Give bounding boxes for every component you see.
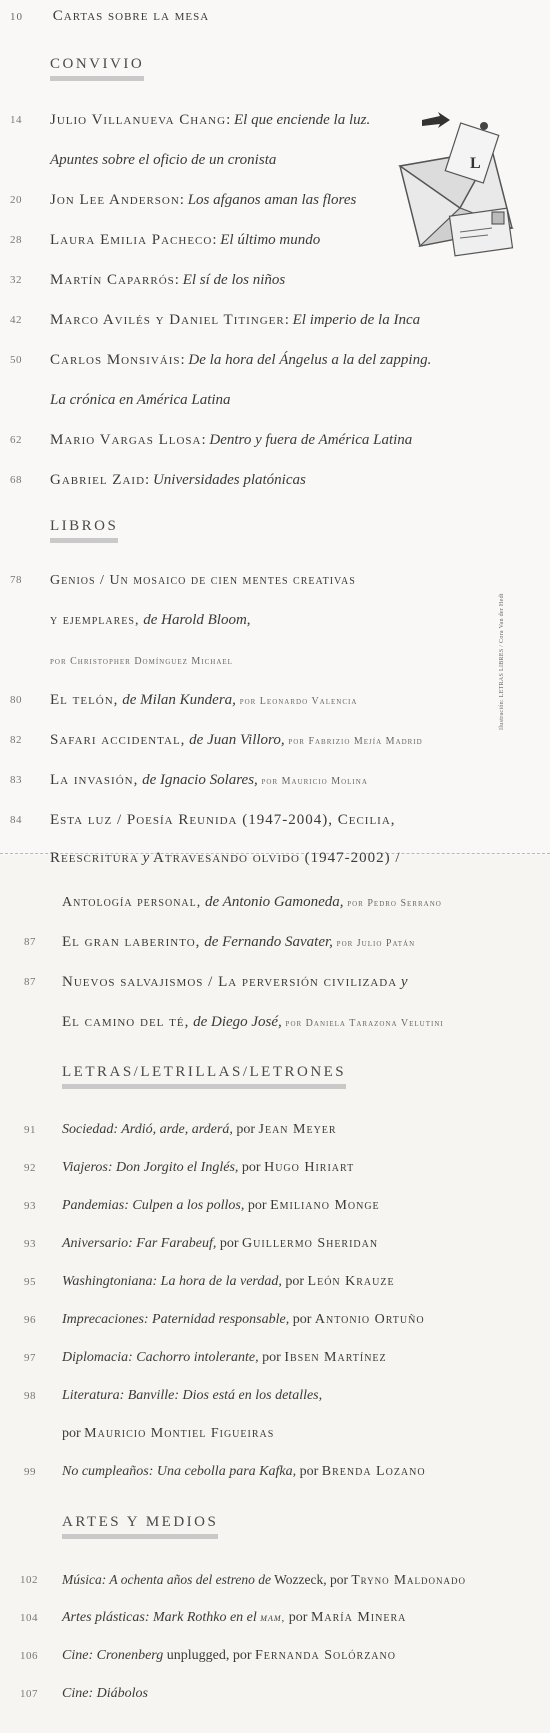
toc-entry[interactable] — [10, 800, 396, 840]
entry-author: Mauricio Montiel Figueiras — [84, 1426, 275, 1441]
entry-page: 42 — [10, 314, 22, 326]
entry-title: Los afganos aman las flores — [187, 192, 357, 208]
entry-page: 104 — [20, 1612, 38, 1624]
entry-page: 91 — [24, 1124, 36, 1136]
toc-entry[interactable]: 32 Martín Caparrós: El sí de los niños — [50, 260, 285, 300]
entry-title: Antología personal, — [62, 895, 202, 910]
entry-page: 87 — [24, 976, 36, 988]
section-libros: LIBROS — [50, 518, 118, 543]
toc-entry[interactable]: 14 Julio Villanueva Chang: El que enciende la luz. — [50, 100, 370, 140]
toc-entry-continuation — [62, 1414, 274, 1454]
toc-entry[interactable] — [10, 760, 368, 802]
entry-page: 62 — [10, 434, 22, 446]
toc-entry-continuation — [50, 600, 251, 641]
toc-entry[interactable] — [24, 1338, 387, 1378]
entry-book-author: de Juan Villoro, — [189, 732, 285, 748]
toc-entry[interactable] — [20, 1636, 396, 1676]
entry-title: El que enciende la luz. — [234, 112, 371, 128]
entry-work: unplugged, — [166, 1648, 230, 1663]
entry-book-author: de Milan Kundera, — [122, 692, 236, 708]
entry-title: El camino del té, — [62, 1014, 190, 1030]
entry-page: 87 — [24, 936, 36, 948]
toc-entry[interactable]: 62 Mario Vargas Llosa: Dentro y fuera de América Latina — [50, 420, 412, 460]
toc-entry[interactable] — [20, 1598, 407, 1638]
toc-entry[interactable] — [24, 922, 416, 964]
section-letras: LETRAS/LETRILLAS/LETRONES — [62, 1064, 346, 1089]
entry-page: 78 — [10, 574, 22, 586]
entry-page: 102 — [20, 1574, 38, 1586]
entry-author: Carlos Monsiváis — [50, 352, 181, 368]
toc-entry[interactable] — [24, 1110, 337, 1150]
toc-entry[interactable]: 28 Laura Emilia Pacheco: El último mundo — [50, 220, 320, 260]
entry-connector: y — [400, 974, 408, 990]
entry-title: Genios / Un mosaico de cien mentes creativas — [50, 573, 356, 588]
entry-title: El gran laberinto, — [62, 934, 201, 950]
entry-por: por — [241, 1160, 261, 1175]
toc-entry-continuation — [50, 838, 401, 878]
entry-page: 20 — [10, 194, 22, 206]
entry-title: Atravesando olvido (1947-2002) / — [153, 850, 401, 866]
entry-title: Diplomacia: Cachorro intolerante, — [62, 1350, 259, 1365]
entry-author: Laura Emilia Pacheco — [50, 232, 213, 248]
entry-book-author: de Harold Bloom, — [143, 612, 251, 628]
entry-title: Universidades platónicas — [152, 472, 306, 488]
entry-page: 93 — [24, 1200, 36, 1212]
entry-por: por — [262, 1350, 281, 1365]
entry-author: Jean Meyer — [258, 1122, 337, 1137]
entry-author: Martín Caparrós — [50, 272, 175, 288]
entry-page: 96 — [24, 1314, 36, 1326]
page-header — [10, 8, 209, 25]
entry-author: Marco Avilés y Daniel Titinger — [50, 312, 285, 328]
toc-entry[interactable] — [24, 1148, 355, 1188]
entry-reviewer: por Mauricio Molina — [261, 776, 368, 787]
entry-book-author: de Antonio Gamoneda, — [205, 894, 344, 910]
toc-entry[interactable] — [10, 680, 358, 722]
entry-page: 99 — [24, 1466, 36, 1478]
entry-title: Esta luz / Poesía Reunida (1947-2004), Cecilia, — [50, 812, 396, 828]
toc-entry[interactable]: 68 Gabriel Zaid: Universidades platónicas — [50, 460, 306, 500]
toc-entry[interactable]: 50 Carlos Monsiváis: De la hora del Ángelus a la del zapping. — [50, 340, 431, 380]
toc-entry[interactable] — [24, 962, 408, 1002]
entry-title: Safari accidental, — [50, 732, 186, 748]
toc-entry[interactable] — [24, 1452, 426, 1492]
entry-por: por — [330, 1572, 348, 1587]
entry-author: Gabriel Zaid — [50, 472, 146, 488]
entry-title: Cine: Diábolos — [62, 1686, 148, 1701]
entry-page: 82 — [10, 734, 22, 746]
entry-author: Tryno Maldonado — [351, 1572, 466, 1587]
entry-title: Pandemias: Culpen a los pollos, — [62, 1198, 245, 1213]
page-title: Cartas sobre la mesa — [52, 8, 210, 24]
entry-page: 84 — [10, 814, 22, 826]
entry-page: 97 — [24, 1352, 36, 1364]
entry-por: por — [299, 1464, 319, 1479]
svg-text:L: L — [470, 155, 481, 172]
entry-author: Julio Villanueva Chang — [50, 112, 227, 128]
toc-entry[interactable]: 42 Marco Avilés y Daniel Titinger: El imperio de la Inca — [50, 300, 420, 340]
section-convivio: CONVIVIO — [50, 56, 144, 81]
entry-connector: y — [142, 850, 150, 866]
entry-author: Jon Lee Anderson — [50, 192, 180, 208]
entry-title: El último mundo — [220, 232, 321, 248]
entry-reviewer: por Christopher Domínguez Michael — [50, 656, 233, 667]
toc-entry[interactable] — [10, 560, 356, 601]
entry-page: 32 — [10, 274, 22, 286]
toc-entry[interactable] — [24, 1186, 380, 1226]
entry-por: por — [232, 1648, 252, 1663]
entry-page: 68 — [10, 474, 22, 486]
entry-title: El telón, — [50, 692, 119, 708]
entry-page: 92 — [24, 1162, 36, 1174]
entry-author: León Krauze — [307, 1274, 395, 1289]
entry-reviewer: por Julio Patán — [336, 938, 416, 949]
entry-title: y ejemplares, — [50, 613, 140, 628]
entry-reviewer: por Leonardo Valencia — [239, 696, 358, 707]
entry-reviewer: por Pedro Serrano — [347, 898, 442, 909]
toc-entry-continuation — [62, 1002, 444, 1044]
entry-page: 107 — [20, 1688, 38, 1700]
entry-subtitle: La crónica en América Latina — [50, 392, 231, 408]
entry-por: por — [247, 1198, 267, 1213]
illustration-credit: Ilustración: LETRAS LIBRES / Cora Van der Hedt — [499, 593, 505, 730]
entry-author: Ibsen Martínez — [284, 1350, 387, 1365]
entry-page: 14 — [10, 114, 22, 126]
entry-reviewer: por Fabrizio Mejía Madrid — [288, 736, 423, 747]
entry-title: De la hora del Ángelus a la del zapping. — [188, 352, 432, 368]
entry-por: por — [62, 1426, 81, 1441]
entry-work: Wozzeck, — [274, 1572, 327, 1587]
toc-entry[interactable] — [20, 1560, 466, 1600]
entry-museum: mam, — [260, 1612, 286, 1624]
entry-title: Imprecaciones: Paternidad responsable, — [62, 1312, 290, 1327]
entry-title: Literatura: Banville: Dios está en los detalles, — [62, 1388, 323, 1403]
entry-reviewer: por Daniela Tarazona Velutini — [285, 1018, 444, 1029]
toc-entry[interactable] — [24, 1224, 379, 1264]
entry-page: 93 — [24, 1238, 36, 1250]
entry-por: por — [219, 1236, 239, 1251]
entry-title: El imperio de la Inca — [292, 312, 421, 328]
entry-title: Viajeros: Don Jorgito el Inglés, — [62, 1160, 239, 1175]
entry-page: 50 — [10, 354, 22, 366]
entry-author: Guillermo Sheridan — [242, 1236, 379, 1251]
toc-entry[interactable] — [20, 1674, 148, 1714]
entry-por: por — [236, 1122, 256, 1137]
toc-entry[interactable] — [24, 1300, 425, 1340]
entry-author: Mario Vargas Llosa — [50, 432, 202, 448]
entry-author: María Minera — [310, 1610, 407, 1625]
entry-title: No cumpleaños: Una cebolla para Kafka, — [62, 1464, 297, 1479]
entry-page: 95 — [24, 1276, 36, 1288]
envelope-illustration — [392, 108, 520, 266]
entry-subtitle: Apuntes sobre el oficio de un cronista — [50, 152, 277, 168]
entry-title: Reescritura — [50, 850, 139, 866]
toc-entry-continuation — [50, 140, 276, 180]
toc-entry[interactable] — [24, 1376, 323, 1416]
entry-title: Artes plásticas: Mark Rothko en el — [62, 1610, 257, 1625]
entry-title: Cine: Cronenberg — [62, 1648, 164, 1663]
toc-entry-continuation — [50, 640, 233, 682]
entry-title: Aniversario: Far Farabeuf, — [62, 1236, 217, 1251]
entry-book-author: de Diego José, — [193, 1014, 282, 1030]
entry-book-author: de Fernando Savater, — [204, 934, 333, 950]
page-number: 10 — [10, 11, 23, 23]
entry-page: 28 — [10, 234, 22, 246]
section-artes: ARTES Y MEDIOS — [62, 1514, 218, 1539]
entry-title: La invasión, — [50, 772, 139, 788]
toc-entry[interactable]: 20 Jon Lee Anderson: Los afganos aman las flores — [50, 180, 356, 220]
entry-title: El sí de los niños — [182, 272, 286, 288]
entry-title: Sociedad: Ardió, arde, arderá, — [62, 1122, 233, 1137]
entry-por: por — [288, 1610, 308, 1625]
entry-author: Antonio Ortuño — [314, 1312, 425, 1327]
entry-author: Hugo Hiriart — [264, 1160, 355, 1175]
entry-author: Emiliano Monge — [270, 1198, 380, 1213]
entry-por: por — [292, 1312, 312, 1327]
entry-author: Fernanda Solórzano — [255, 1648, 396, 1663]
entry-por: por — [285, 1274, 305, 1289]
toc-entry-continuation — [50, 380, 231, 420]
entry-title: Nuevos salvajismos / La perversión civilizada — [62, 974, 398, 990]
entry-title: Música: A ochenta años del estreno de — [62, 1572, 271, 1587]
entry-page: 83 — [10, 774, 22, 786]
toc-entry[interactable] — [10, 720, 423, 762]
entry-page: 80 — [10, 694, 22, 706]
toc-entry-continuation — [62, 882, 442, 924]
entry-page: 106 — [20, 1650, 38, 1662]
entry-title: Dentro y fuera de América Latina — [209, 432, 413, 448]
entry-author: Brenda Lozano — [321, 1464, 426, 1479]
toc-entry[interactable] — [24, 1262, 395, 1302]
entry-title: Washingtoniana: La hora de la verdad, — [62, 1274, 282, 1289]
entry-book-author: de Ignacio Solares, — [142, 772, 258, 788]
entry-page: 98 — [24, 1390, 36, 1402]
